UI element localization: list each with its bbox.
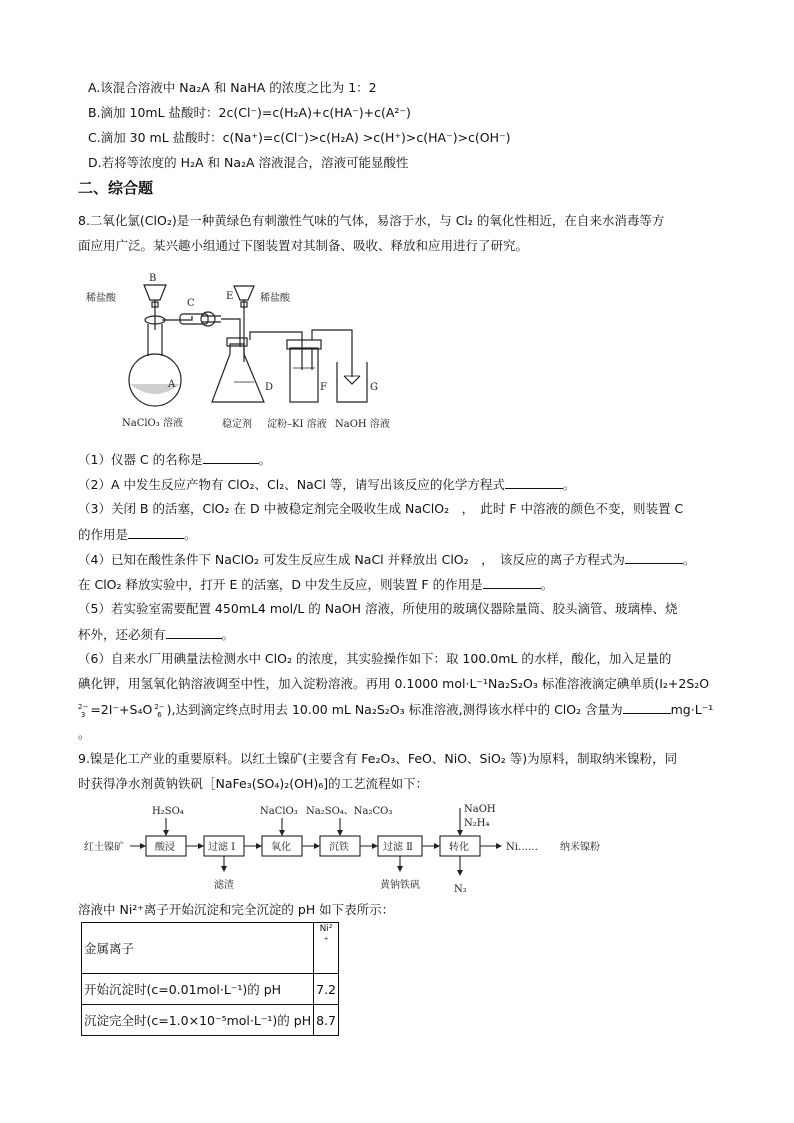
flow-step-filter1: 过滤 Ⅰ: [208, 842, 236, 853]
table-cell-complete-label: 沉淀完全时(c=1.0×10⁻⁵mol·L⁻¹)的 pH: [82, 1005, 314, 1036]
naclo3-label: NaClO₃ 溶液: [122, 418, 183, 429]
table-header-ni: Ni² ⁺: [314, 923, 339, 974]
flow-step-precipitate-fe: 沉铁: [329, 842, 349, 853]
flow-out-jarosite: 黄钠铁矾: [380, 880, 420, 891]
q8-part3-line2: 的作用是 。: [78, 524, 197, 545]
table-row: [82, 923, 339, 974]
q8-apparatus-diagram: [82, 272, 402, 434]
table-cell-start-value: 7.2: [314, 974, 339, 1005]
q8-part6-line3: 2− 3 =2I⁻+S₄O 2− 6 ),达到滴定终点时用去 10.00 mL Na₂S₂O₃ 标准溶液,测得该水样中的 ClO₂ 含量为 mg·L⁻¹: [78, 699, 713, 720]
flow-step-convert: 转化: [449, 842, 469, 853]
flow-reagent-h2so4: H₂SO₄: [152, 806, 184, 817]
right-acid-label: 稀盐酸: [260, 293, 290, 304]
label-g: G: [370, 382, 378, 393]
table-cell-start-label: 开始沉淀时(c=0.01mol·L⁻¹)的 pH: [82, 974, 314, 1005]
starch-ki-label: 淀粉–KI 溶液: [267, 419, 327, 430]
table-row: [82, 1005, 339, 1036]
q9-table-intro: 溶液中 Ni²⁺离子开始沉淀和完全沉淀的 pH 如下表所示：: [78, 902, 395, 917]
q8-stem-line2: 面应用广泛。某兴趣小组通过下图装置对其制备、吸收、释放和应用进行了研究。: [78, 238, 529, 253]
q8-part6-line1: （6）自来水厂用碘量法检测水中 ClO₂ 的浓度，其实验操作如下：取 100.0mL 的水样，酸化，加入足量的: [78, 651, 672, 666]
flow-step-acid-leach: 酸浸: [155, 842, 175, 853]
section-title: 二、综合题: [78, 179, 154, 197]
q9-flow-chart: [84, 800, 644, 900]
q8-stem-line1: 8.二氧化氯(ClO₂)是一种黄绿色有刺激性气味的气体，易溶于水，与 Cl₂ 的氧化性相近，在自来水消毒等方: [78, 213, 665, 228]
ni-ph-table: [81, 922, 339, 1036]
option-c: C.滴加 30 mL 盐酸时：c(Na⁺)=c(Cl⁻)>c(H₂A) >c(H⁺)>c(HA⁻)>c(OH⁻): [88, 130, 511, 145]
q8-part5-line1: （5）若实验室需要配置 450mL4 mol/L 的 NaOH 溶液，所使用的玻璃仪器除量筒、胶头滴管、玻璃棒、烧: [78, 601, 678, 616]
flow-reagent-naoh: NaOH: [464, 804, 496, 815]
option-a: A.该混合溶液中 Na₂A 和 NaHA 的浓度之比为 1：2: [88, 80, 377, 95]
flow-step-oxidize: 氧化: [271, 842, 291, 853]
option-b: B.滴加 10mL 盐酸时：2c(Cl⁻)=c(H₂A)+c(HA⁻)+c(A²⁻): [88, 105, 411, 120]
q8-part5-line2: 杯外，还必须有 。: [78, 624, 234, 645]
thiosulfate-charge: 2−: [78, 702, 89, 711]
q9-stem-line1: 9.镍是化工产业的重要原料。以红土镍矿(主要含有 Fe₂O₃、FeO、NiO、SiO₂ 等)为原料，制取纳米镍粉，同: [78, 751, 678, 766]
label-f: F: [320, 382, 327, 393]
naoh-label: NaOH 溶液: [335, 419, 390, 430]
label-a: A: [168, 379, 176, 390]
q8-part4-line2: 在 ClO₂ 释放实验中，打开 E 的活塞，D 中发生反应，则装置 F 的作用是 。: [78, 574, 553, 595]
label-e: E: [226, 291, 234, 302]
option-d: D.若将等浓度的 H₂A 和 Na₂A 溶液混合，溶液可能显酸性: [88, 155, 409, 170]
table-row: [82, 974, 339, 1005]
flow-step-filter2: 过滤 Ⅱ: [383, 842, 413, 853]
flow-reagent-n2h4: N₂H₄: [464, 818, 490, 829]
q9-stem-line2: 时获得净水剂黄钠铁矾［NaFe₃(SO₄)₂(OH)₆]的工艺流程如下：: [78, 776, 429, 791]
q8-part3-line1: （3）关闭 B 的活塞，ClO₂ 在 D 中被稳定剂完全吸收生成 NaClO₂ ， 此时 F 中溶液的颜色不变，则装置 C: [78, 501, 684, 516]
stabilizer-label: 稳定剂: [222, 419, 252, 430]
table-cell-complete-value: 8.7: [314, 1005, 339, 1036]
flow-out-n2: N₂: [454, 884, 467, 895]
thiosulfate-subscript: 3: [80, 710, 86, 719]
tetrathionate-subscript: 6: [157, 710, 162, 719]
q8-part6-line2: 碘化钾，用氢氧化钠溶液调至中性，加入淀粉溶液。再用 0.1000 mol·L⁻¹Na₂S₂O₃ 标准溶液滴定碘单质(I₂+2S₂O: [78, 676, 710, 691]
flow-reagent-naclo3: NaClO₃: [260, 806, 298, 817]
q8-part2: （2）A 中发生反应产物有 ClO₂、Cl₂、NaCl 等，请写出该反应的化学方程式 。: [78, 474, 575, 495]
flow-out-residue: 滤渣: [214, 880, 234, 891]
flow-start: 红土镍矿: [84, 842, 124, 853]
table-header-ion: 金属离子: [82, 923, 314, 974]
label-c: C: [187, 298, 195, 309]
label-b: B: [149, 273, 157, 284]
q8-part1: （1）仪器 C 的名称是 。: [78, 449, 271, 470]
q8-part6-end: 。: [78, 726, 91, 741]
flow-after: Ni……: [506, 842, 538, 853]
label-d: D: [265, 382, 274, 393]
q8-part4-line1: （4）已知在酸性条件下 NaClO₂ 可发生反应生成 NaCl 并释放出 ClO₂ ， 该反应的离子方程式为 。: [78, 549, 695, 570]
flow-reagent-na-salts: Na₂SO₄、Na₂CO₃: [306, 806, 393, 817]
left-acid-label: 稀盐酸: [86, 293, 116, 304]
tetrathionate-charge: 2−: [154, 702, 165, 711]
flow-product: 纳米镍粉: [560, 842, 600, 853]
